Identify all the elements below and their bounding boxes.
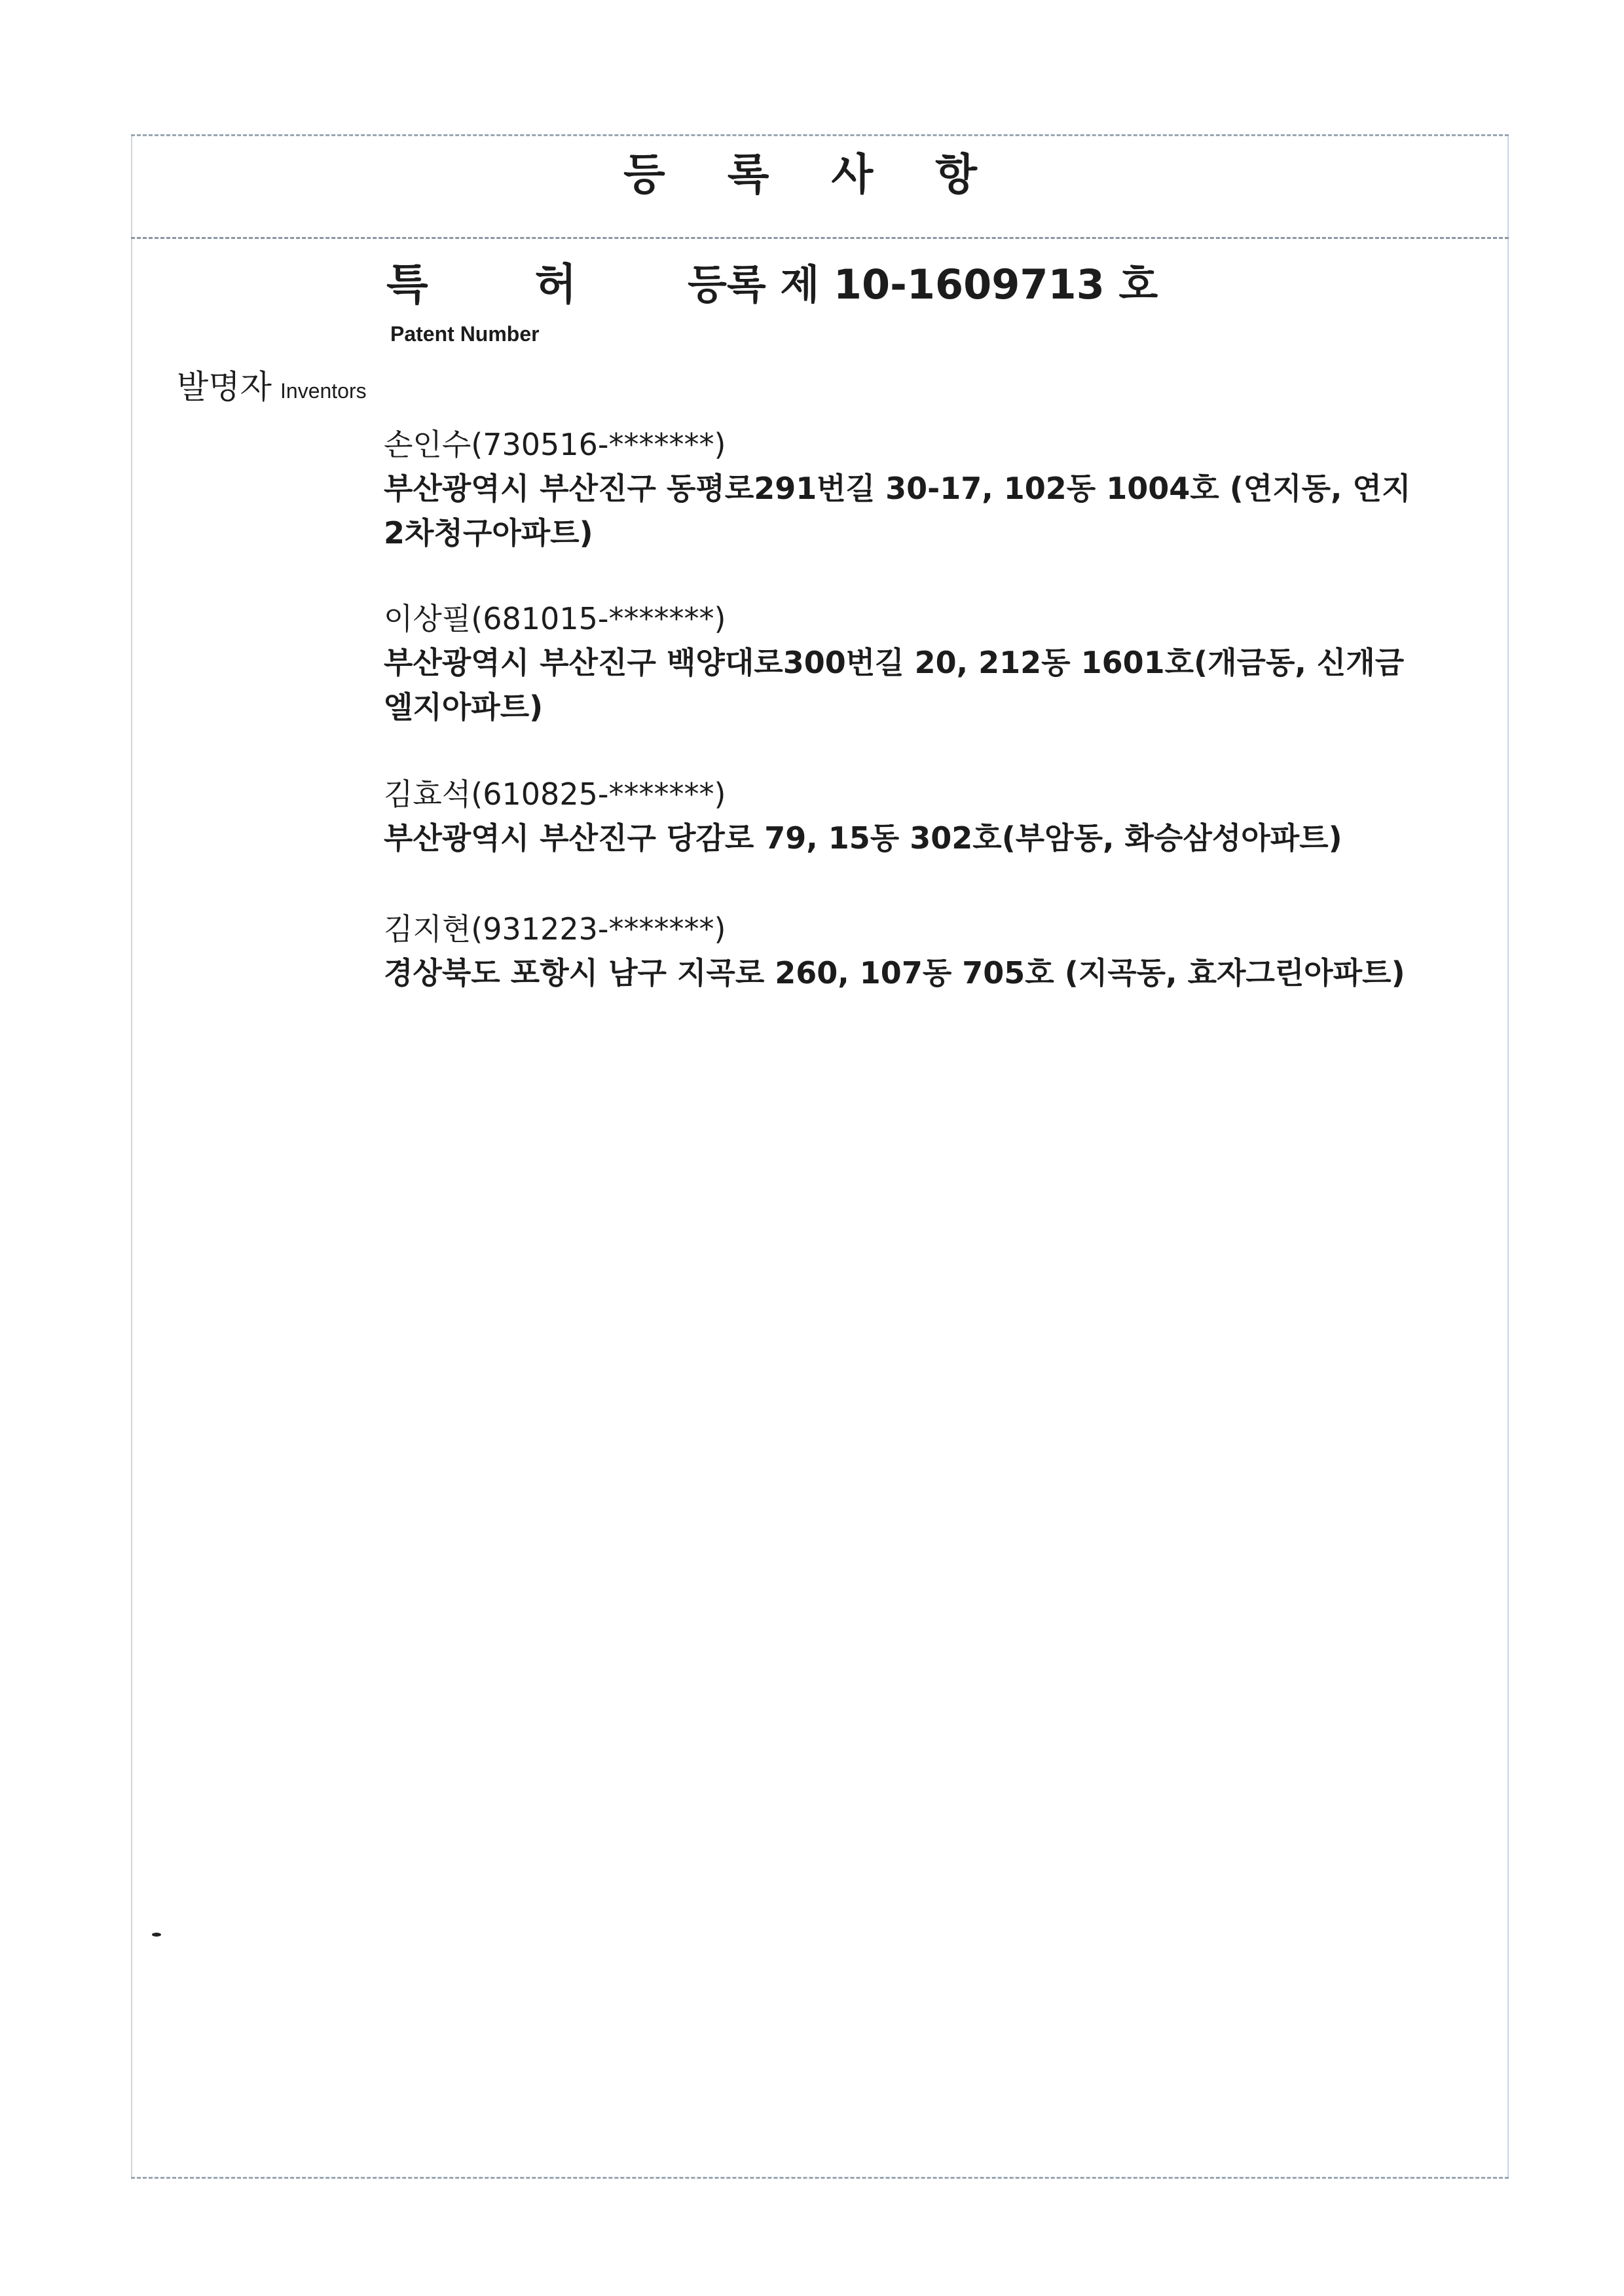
inventor-entry bbox=[384, 907, 1431, 995]
inventor-name: 김지현(931223-*******) bbox=[384, 911, 726, 947]
frame-bottom-border bbox=[131, 2177, 1509, 2179]
inventor-address: 부산광역시 부산진구 당감로 79, 15동 302호(부암동, 화승삼성아파트) bbox=[384, 820, 1342, 856]
inventors-heading bbox=[177, 364, 367, 418]
header-divider bbox=[131, 237, 1509, 239]
inventor-address: 부산광역시 부산진구 백양대로300번길 20, 212동 1601호(개금동, 신개금엘지아파트) bbox=[384, 645, 1405, 725]
inventor-name: 손인수(730516-*******) bbox=[384, 427, 726, 462]
scan-speck bbox=[152, 1933, 161, 1937]
inventors-heading-english: Inventors bbox=[280, 379, 367, 403]
patent-number: 등록 제 10-1609713 호 bbox=[688, 261, 1158, 308]
inventor-address: 부산광역시 부산진구 동평로291번길 30-17, 102동 1004호 (연지동, 연지2차청구아파트) bbox=[384, 471, 1411, 551]
inventors-heading-korean: 발명자 bbox=[177, 368, 272, 406]
inventor-name: 이상필(681015-*******) bbox=[384, 601, 726, 636]
inventor-entry bbox=[384, 423, 1431, 555]
patent-number-caption: Patent Number bbox=[390, 322, 540, 346]
inventor-entry bbox=[384, 773, 1431, 860]
inventor-entry bbox=[384, 597, 1431, 729]
patent-label: 특 허 bbox=[386, 259, 623, 310]
inventor-address: 경상북도 포항시 남구 지곡로 260, 107동 705호 (지곡동, 효자그린아파트) bbox=[384, 955, 1405, 991]
frame-top-border bbox=[131, 134, 1509, 136]
inventor-name: 김효석(610825-*******) bbox=[384, 776, 726, 812]
document-title: 등 록 사 항 bbox=[623, 149, 1001, 200]
